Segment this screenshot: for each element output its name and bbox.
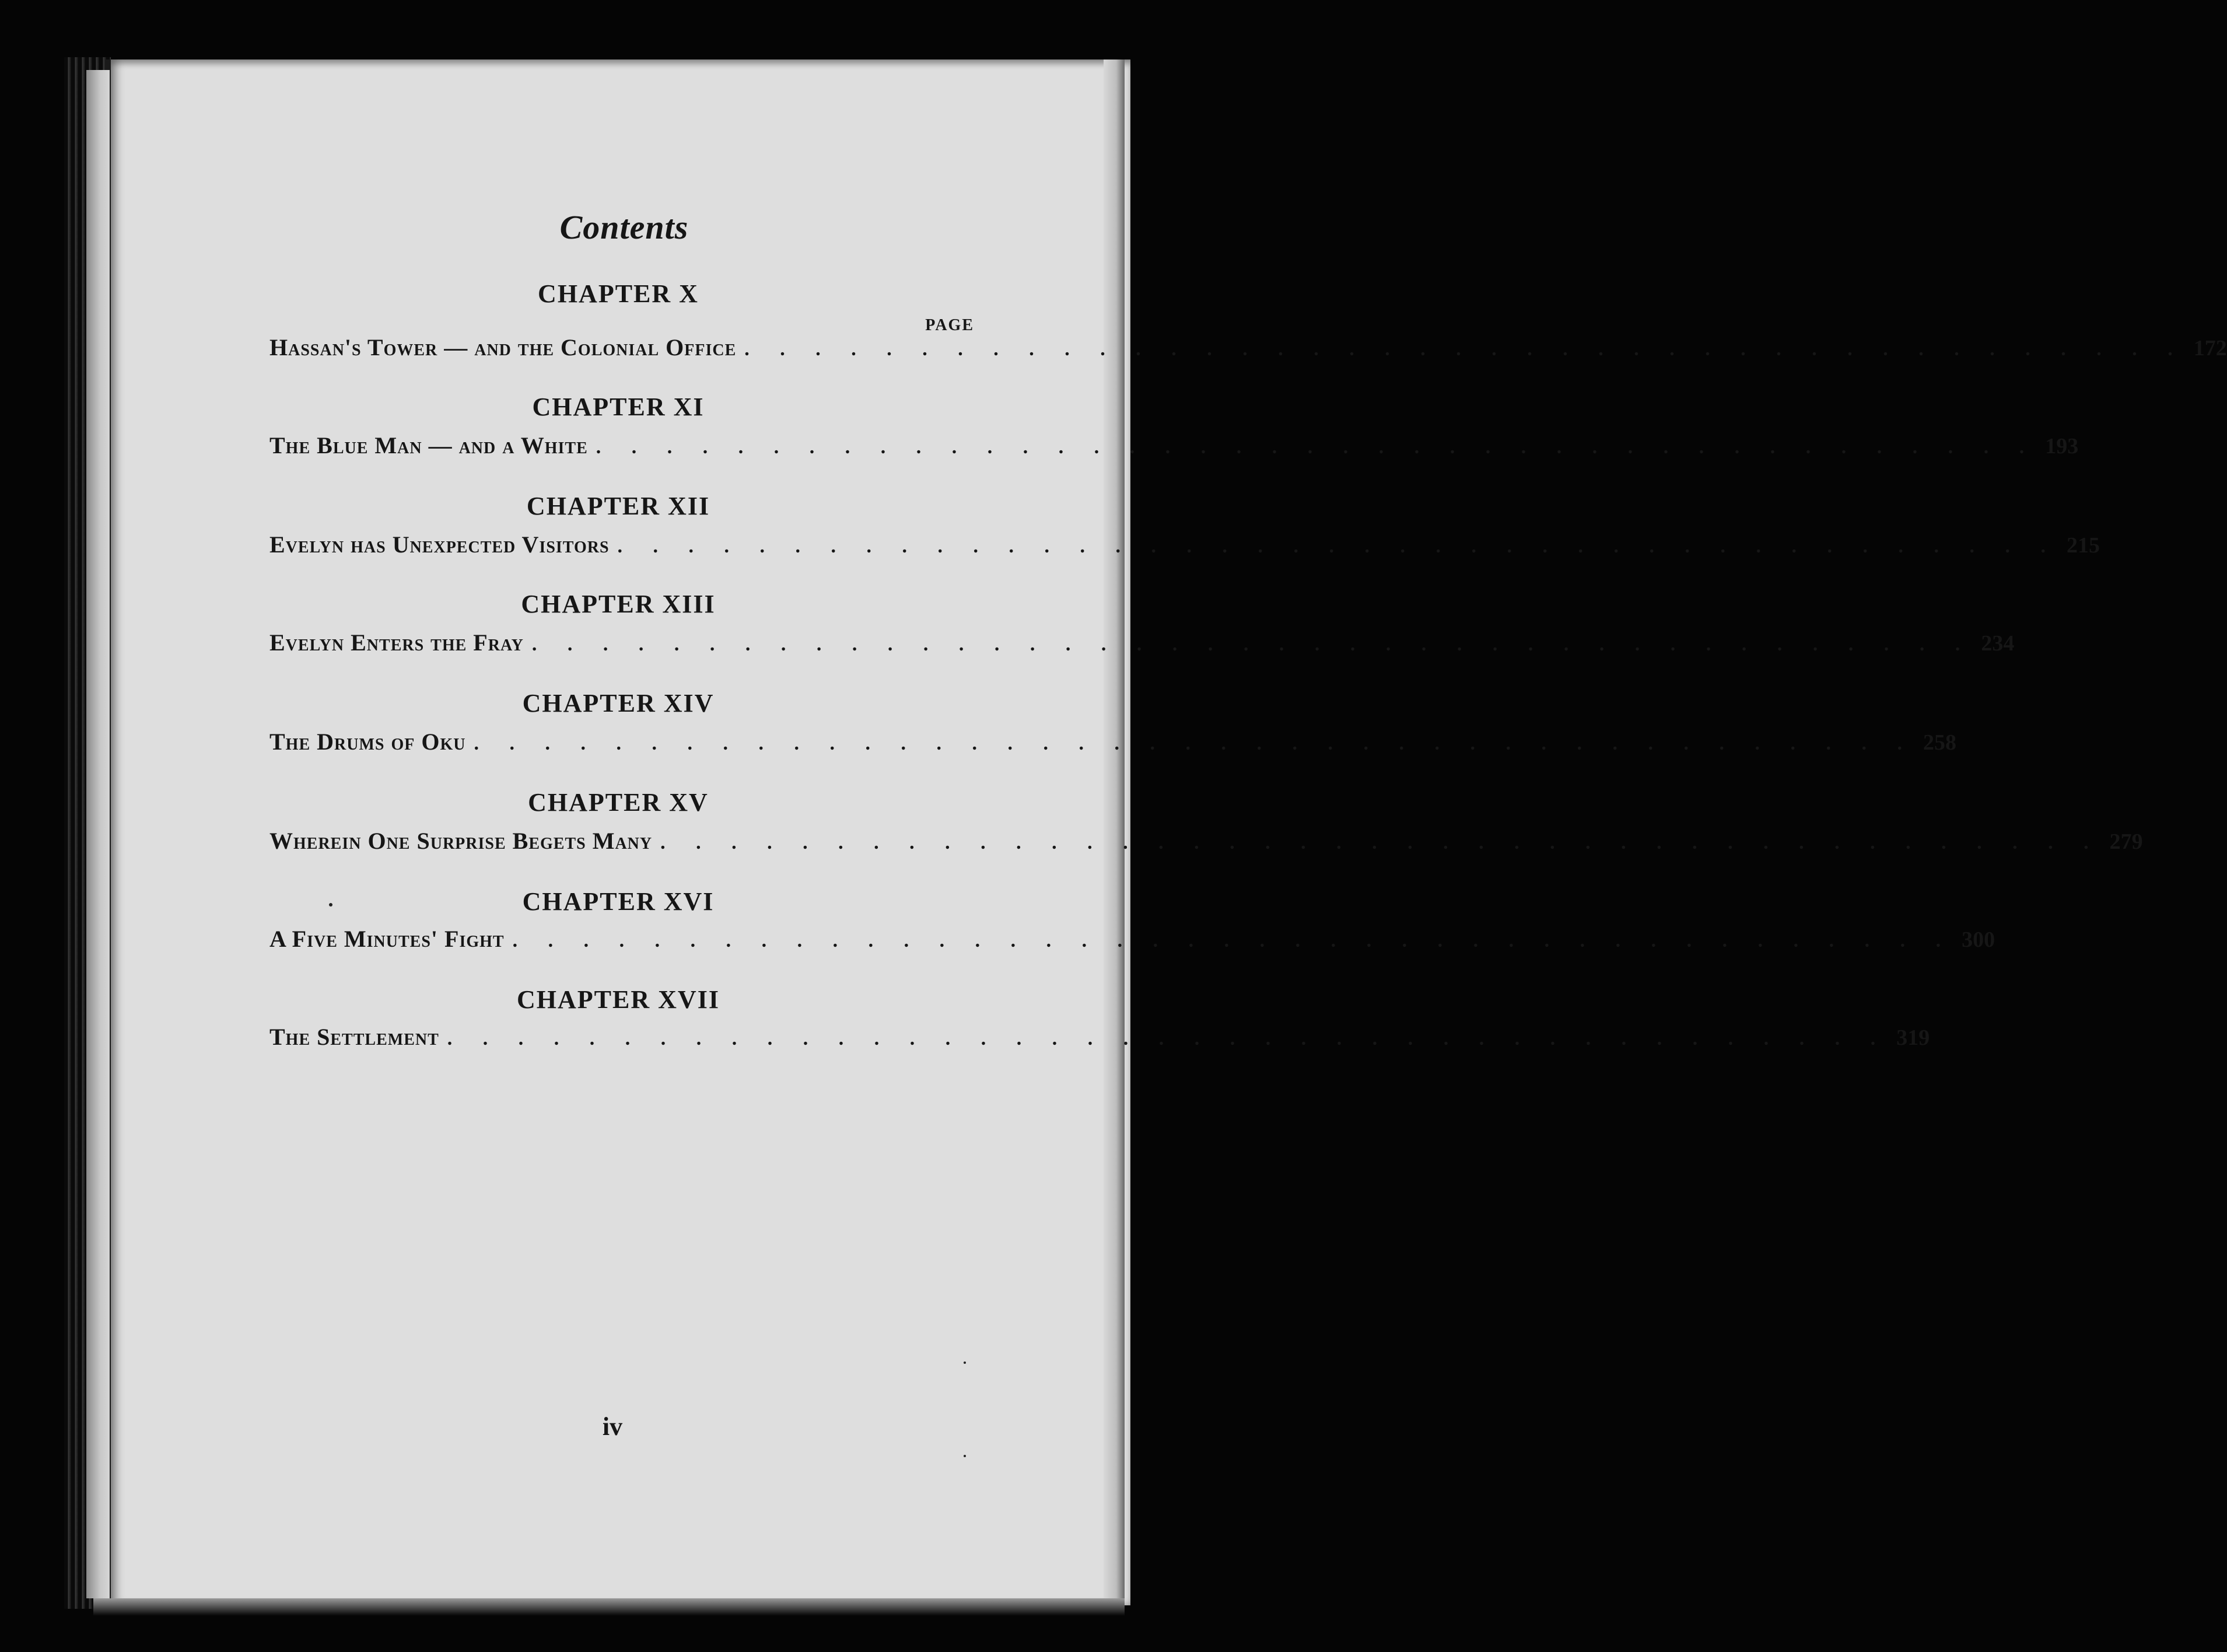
toc-entry-page: 193 [2045,434,2079,459]
toc-entry [269,334,2227,364]
page-column-header: PAGE [925,316,974,334]
chapter-heading: CHAPTER XI [532,393,705,421]
toc-entry-page: 234 [1981,631,2015,656]
page-title: Contents [559,208,689,246]
leader-dots: . . . . . . . . . . . . . . . . . . . . . . . . . . . . . . . . . . . . . . . . . [531,634,1973,655]
toc-entry-title: The Settlement [269,1024,439,1050]
leader-dots: . . . . . . . . . . . . . . . . . . . . . . . . . . . . . . . . . . . . . . . . . [744,338,2186,360]
chapter-heading: CHAPTER XVI [522,887,715,916]
toc-entry-title: Evelyn Enters the Fray [269,629,524,656]
chapter-heading: CHAPTER XV [528,788,709,817]
toc-entry [269,1023,1930,1054]
toc-entry [269,925,1995,956]
toc-entry-page: 172 [2193,336,2227,360]
toc-entry [269,629,2015,659]
toc-entry-page: 215 [2067,533,2100,558]
scan-speck [329,903,332,907]
toc-entry-title: The Blue Man — and a White [269,432,588,459]
toc-entry-page: 300 [1962,928,1995,952]
leader-dots: . . . . . . . . . . . . . . . . . . . . . . . . . . . . . . . . . . . . . . . . . [512,930,1954,951]
toc-entry-title: A Five Minutes' Fight [269,926,505,952]
toc-entry-title: Wherein One Surprise Begets Many [269,828,653,854]
toc-entry-page: 258 [1923,730,1956,755]
leader-dots: . . . . . . . . . . . . . . . . . . . . . . . . . . . . . . . . . . . . . . . . . [596,436,2037,458]
toc-entry-title: The Drums of Oku [269,729,466,755]
leader-dots: . . . . . . . . . . . . . . . . . . . . . . . . . . . . . . . . . . . . . . . . . [660,832,2102,853]
scan-speck [964,1455,966,1457]
toc-entry [269,432,2079,462]
chapter-heading: CHAPTER XII [526,492,710,520]
toc-entry-title: Evelyn has Unexpected Visitors [269,531,610,558]
chapter-heading: CHAPTER X [538,279,699,308]
toc-entry [269,827,2143,858]
toc-entry [269,531,2100,561]
leader-dots: . . . . . . . . . . . . . . . . . . . . . . . . . . . . . . . . . . . . . . . . . [617,536,2059,557]
toc-entry-page: 279 [2109,830,2143,854]
leader-dots: . . . . . . . . . . . . . . . . . . . . . . . . . . . . . . . . . . . . . . . . . [474,733,1915,754]
toc-entry-page: 319 [1896,1026,1930,1050]
chapter-heading: CHAPTER XVII [517,985,720,1014]
chapter-heading: CHAPTER XIV [522,689,715,718]
scan-speck [964,1362,966,1364]
page-folio: iv [602,1412,623,1441]
leader-dots: . . . . . . . . . . . . . . . . . . . . . . . . . . . . . . . . . . . . . . . . . [447,1028,1889,1049]
toc-entry-title: Hassan's Tower — and the Colonial Office [269,334,737,360]
toc-entry [269,728,1956,758]
chapter-heading: CHAPTER XIII [521,590,716,618]
